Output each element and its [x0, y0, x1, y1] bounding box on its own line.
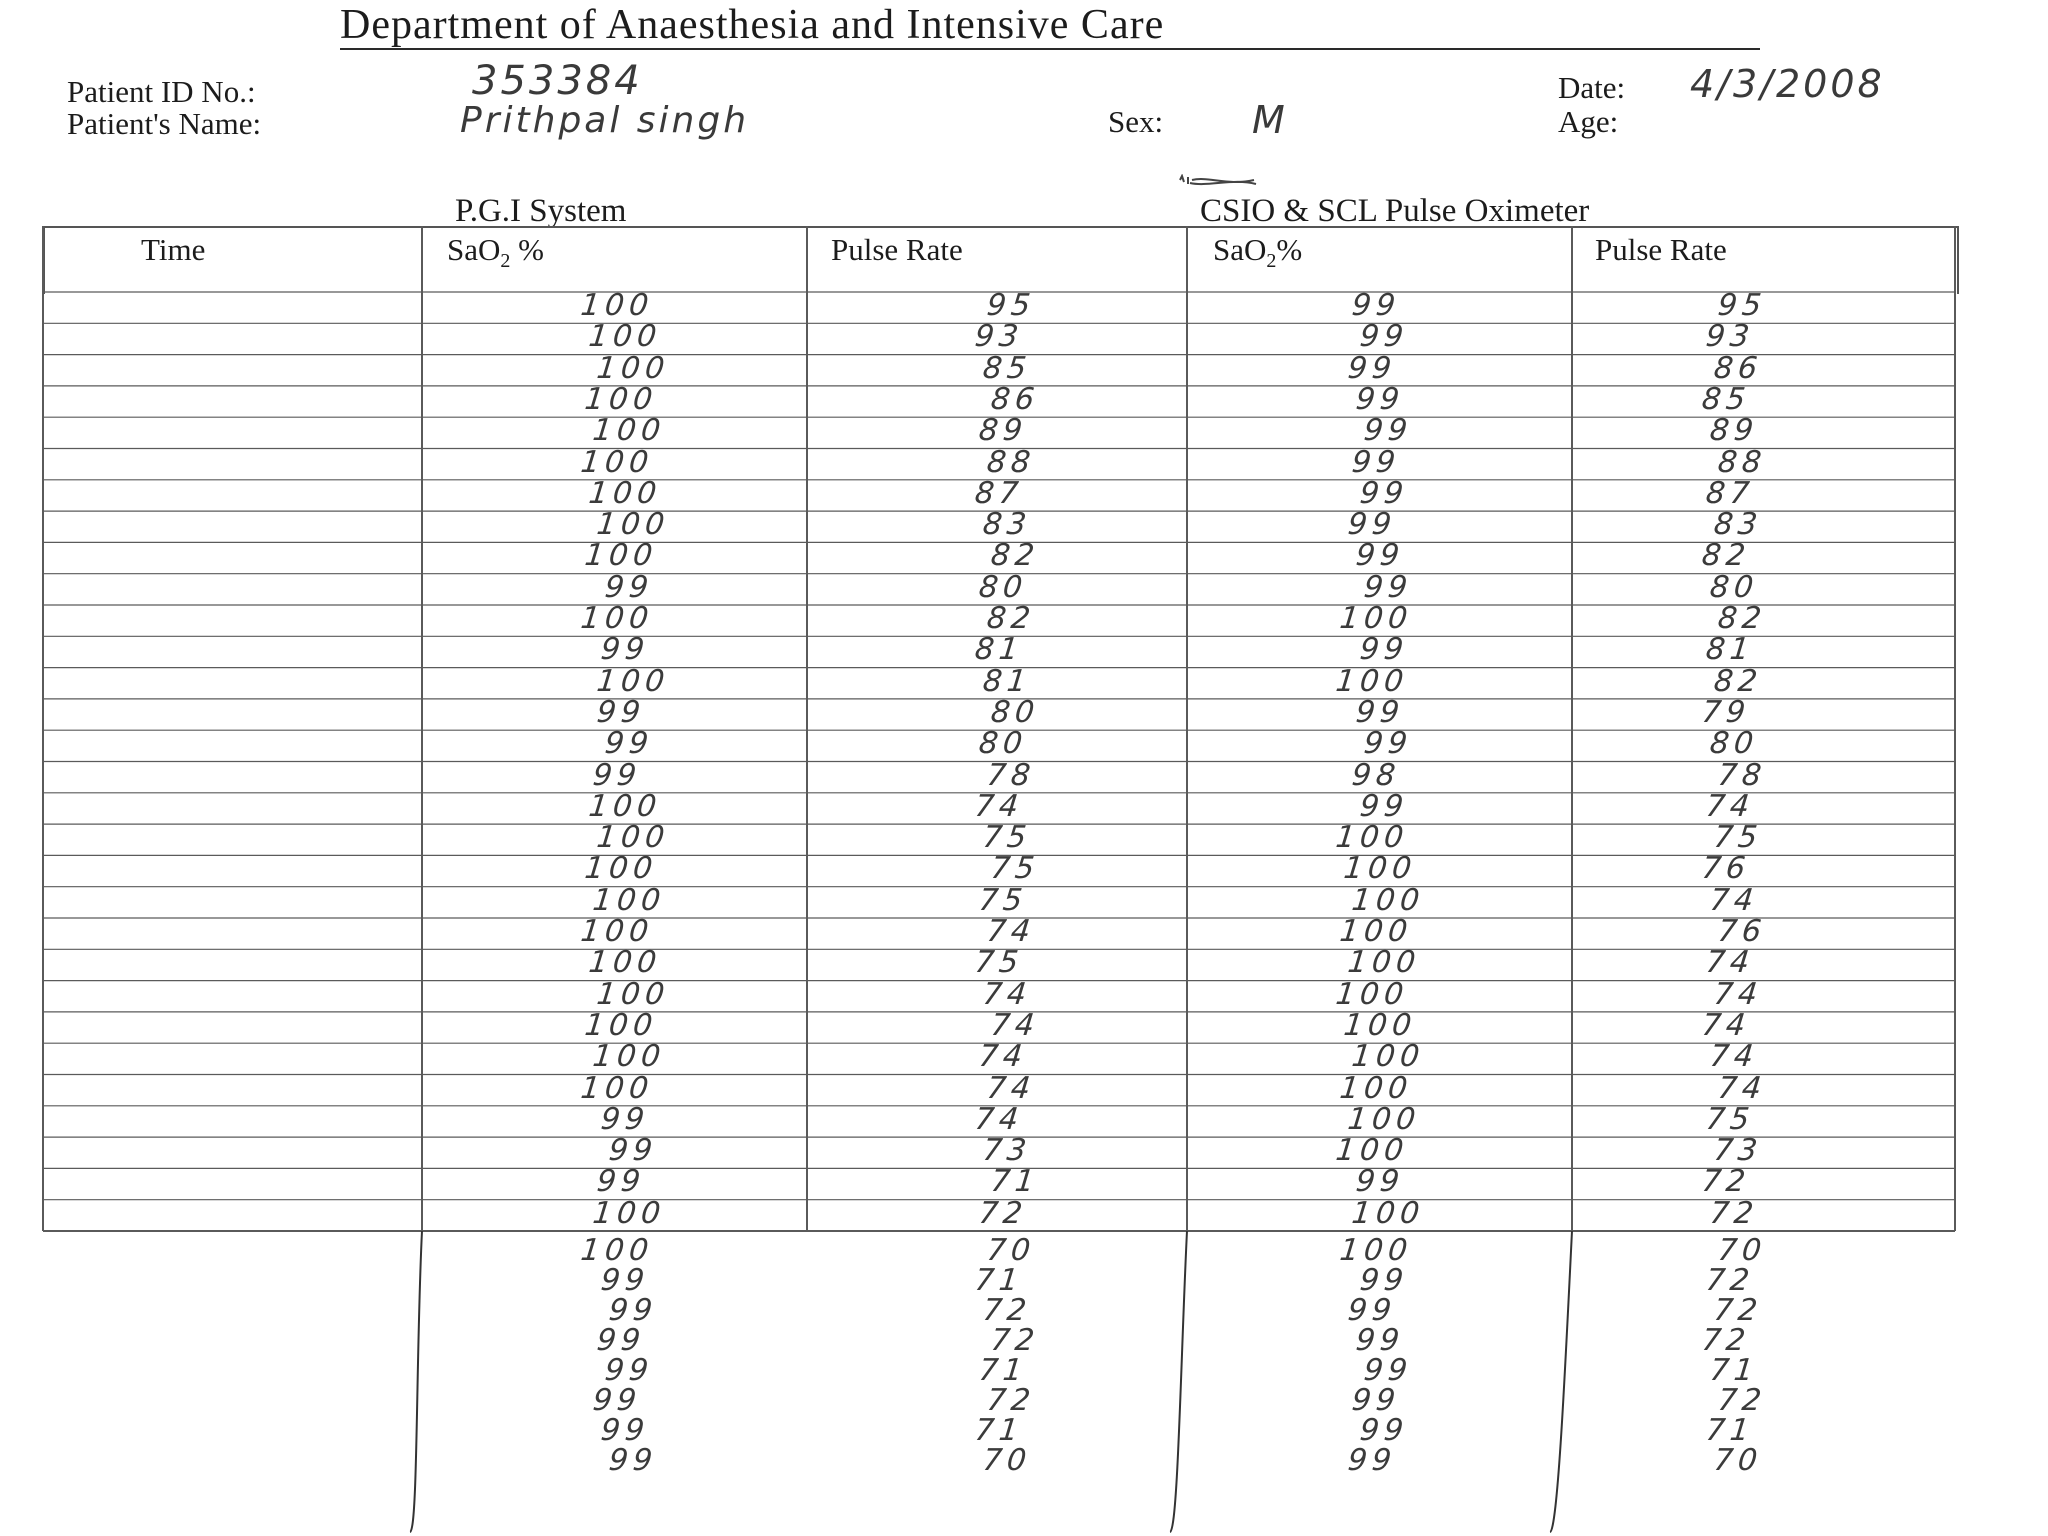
pulse-pgi-value: 81	[973, 632, 1025, 668]
sex-label: Sex:	[1108, 104, 1164, 139]
pulse-csio-value: 87	[1703, 475, 1756, 511]
sao2-csio-value: 100	[1349, 1039, 1426, 1075]
sao2-csio-value: 99	[1361, 413, 1414, 449]
patient-id-label: Patient ID No.:	[67, 74, 256, 109]
group-header-pgi: P.G.I System	[455, 193, 627, 229]
pulse-csio-value: 93	[1703, 319, 1756, 355]
sao2-pgi-value: 100	[594, 350, 671, 386]
sao2-csio-value: 99	[1345, 1443, 1398, 1478]
sao2-csio-value: 100	[1349, 1195, 1426, 1231]
sao2-csio-value: 99	[1357, 788, 1410, 824]
sao2-pgi-value: 100	[590, 1039, 667, 1075]
pulse-pgi-value: 86	[989, 381, 1041, 417]
pulse-pgi-value: 74	[977, 1039, 1029, 1075]
sao2-pgi-value: 100	[582, 538, 659, 574]
pulse-pgi-value: 75	[981, 820, 1033, 856]
pulse-pgi-value: 74	[985, 914, 1037, 949]
sao2-pgi-value: 99	[598, 1413, 651, 1448]
pulse-pgi-value: 85	[981, 350, 1033, 386]
sao2-pgi-value: 100	[578, 1233, 655, 1268]
pulse-csio-value: 71	[1703, 1413, 1756, 1448]
pulse-csio-value: 71	[1707, 1353, 1760, 1388]
sao2-csio-value: 99	[1357, 1413, 1410, 1448]
patient-id-value: 353384	[472, 58, 643, 104]
pulse-csio-value: 72	[1699, 1164, 1752, 1200]
sao2-csio-value: 99	[1349, 444, 1402, 480]
pulse-pgi-value: 89	[977, 413, 1029, 449]
sao2-csio-value: 99	[1361, 726, 1414, 762]
pulse-pgi-value: 88	[985, 444, 1037, 480]
pulse-csio-value: 88	[1715, 444, 1768, 480]
pulse-pgi-value: 74	[981, 976, 1033, 1012]
col-header-sao2-pgi: SaO$_2$ %	[447, 232, 544, 273]
sao2-pgi-value: 100	[582, 1007, 659, 1043]
sao2-pgi-value: 99	[594, 1164, 647, 1200]
sao2-pgi-value: 100	[578, 601, 655, 636]
group-header-csio: CSIO & SCL Pulse Oximeter	[1200, 193, 1590, 229]
pulse-pgi-value: 71	[973, 1263, 1025, 1298]
sao2-pgi-value: 100	[578, 444, 655, 480]
pulse-pgi-value: 73	[981, 1133, 1033, 1169]
sao2-csio-value: 100	[1337, 1070, 1414, 1106]
pulse-csio-value: 85	[1699, 381, 1752, 417]
sao2-pgi-value: 100	[594, 976, 671, 1012]
pulse-pgi-value: 75	[973, 945, 1025, 981]
pulse-csio-value: 80	[1707, 569, 1760, 605]
pulse-pgi-value: 95	[985, 288, 1037, 323]
pulse-csio-value: 70	[1715, 1233, 1768, 1268]
pulse-pgi-value: 70	[985, 1233, 1037, 1268]
sao2-pgi-value: 100	[590, 882, 667, 918]
sao2-csio-value: 100	[1341, 851, 1418, 887]
pulse-pgi-value: 80	[977, 569, 1029, 605]
sao2-pgi-value: 100	[578, 1070, 655, 1106]
sao2-csio-value: 99	[1357, 319, 1410, 355]
pulse-csio-value: 70	[1711, 1443, 1764, 1478]
pulse-csio-value: 89	[1707, 413, 1760, 449]
sao2-csio-value: 100	[1333, 663, 1410, 699]
sao2-pgi-value: 100	[594, 820, 671, 856]
sao2-pgi-value: 99	[590, 1383, 643, 1418]
pulse-pgi-value: 81	[981, 663, 1033, 699]
pulse-csio-value: 74	[1707, 882, 1760, 918]
sao2-pgi-value: 100	[594, 663, 671, 699]
pulse-csio-value: 74	[1707, 1039, 1760, 1075]
sao2-csio-value: 99	[1353, 694, 1406, 730]
sao2-csio-value: 100	[1337, 1233, 1414, 1268]
pulse-csio-value: 76	[1699, 851, 1752, 887]
pulse-pgi-value: 71	[989, 1164, 1041, 1200]
hand-drawn-column-line	[410, 1231, 422, 1532]
pulse-csio-value: 75	[1703, 1101, 1756, 1137]
pulse-pgi-value: 72	[989, 1323, 1041, 1358]
pulse-pgi-value: 80	[977, 726, 1029, 762]
sao2-pgi-value: 100	[590, 413, 667, 449]
sao2-csio-value: 99	[1357, 632, 1410, 668]
pulse-pgi-value: 82	[985, 601, 1037, 636]
sao2-csio-value: 100	[1337, 914, 1414, 949]
pulse-pgi-value: 80	[989, 694, 1041, 730]
pulse-csio-value: 81	[1703, 632, 1756, 668]
pulse-pgi-value: 75	[977, 882, 1029, 918]
sao2-pgi-value: 100	[586, 319, 663, 355]
pulse-csio-value: 74	[1703, 788, 1756, 824]
col-header-sao2-csio: SaO$_2$%	[1213, 232, 1303, 273]
sao2-pgi-value: 99	[606, 1443, 659, 1478]
sao2-csio-value: 99	[1361, 569, 1414, 605]
sao2-pgi-value: 99	[602, 726, 655, 762]
sao2-csio-value: 99	[1345, 507, 1398, 543]
pulse-csio-value: 74	[1699, 1007, 1752, 1043]
patient-name-label: Patient's Name:	[67, 106, 262, 141]
sao2-pgi-value: 100	[586, 788, 663, 824]
sao2-pgi-value: 99	[606, 1293, 659, 1328]
pulse-pgi-value: 74	[973, 1101, 1025, 1137]
sao2-pgi-value: 100	[586, 475, 663, 511]
sao2-csio-value: 100	[1341, 1007, 1418, 1043]
sao2-pgi-value: 99	[590, 757, 643, 793]
pulse-csio-value: 78	[1715, 757, 1768, 793]
pulse-pgi-value: 93	[973, 319, 1025, 355]
pulse-pgi-value: 72	[985, 1383, 1037, 1418]
form-title: Department of Anaesthesia and Intensive Care	[340, 2, 1760, 50]
pulse-pgi-value: 74	[989, 1007, 1041, 1043]
pulse-pgi-value: 72	[977, 1195, 1029, 1231]
pulse-csio-value: 82	[1711, 663, 1764, 699]
sao2-pgi-value: 99	[594, 694, 647, 730]
sao2-csio-value: 99	[1357, 475, 1410, 511]
pulse-csio-value: 82	[1715, 601, 1768, 636]
col-header-pulse-pgi: Pulse Rate	[831, 232, 963, 267]
pulse-csio-value: 72	[1711, 1293, 1764, 1328]
pulse-csio-value: 72	[1707, 1195, 1760, 1231]
sao2-pgi-value: 100	[578, 288, 655, 323]
pulse-csio-value: 74	[1703, 945, 1756, 981]
sao2-csio-value: 99	[1353, 381, 1406, 417]
hand-drawn-column-line	[1170, 1231, 1187, 1532]
sao2-csio-value: 99	[1357, 1263, 1410, 1298]
col-header-pulse-csio: Pulse Rate	[1595, 232, 1727, 267]
sao2-csio-value: 99	[1353, 1323, 1406, 1358]
sao2-pgi-value: 100	[586, 945, 663, 981]
pulse-pgi-value: 87	[973, 475, 1025, 511]
sao2-csio-value: 100	[1333, 1133, 1410, 1169]
pulse-csio-value: 80	[1707, 726, 1760, 762]
sex-value: M	[1252, 98, 1288, 142]
date-label: Date:	[1558, 70, 1626, 105]
sao2-csio-value: 99	[1353, 1164, 1406, 1200]
patient-name-value: Prithpal singh	[460, 100, 750, 141]
pulse-pgi-value: 78	[985, 757, 1037, 793]
sao2-csio-value: 99	[1361, 1353, 1414, 1388]
pulse-pgi-value: 72	[981, 1293, 1033, 1328]
pulse-pgi-value: 74	[973, 788, 1025, 824]
pulse-pgi-value: 83	[981, 507, 1033, 543]
hand-drawn-column-line	[1550, 1231, 1572, 1532]
sao2-csio-value: 99	[1345, 1293, 1398, 1328]
sao2-pgi-value: 100	[582, 381, 659, 417]
sao2-pgi-value: 99	[602, 1353, 655, 1388]
sao2-pgi-value: 100	[578, 914, 655, 949]
pulse-csio-value: 83	[1711, 507, 1764, 543]
pulse-pgi-value: 70	[981, 1443, 1033, 1478]
sao2-csio-value: 98	[1349, 757, 1402, 793]
pulse-csio-value: 95	[1715, 288, 1768, 323]
pulse-pgi-value: 74	[985, 1070, 1037, 1106]
sao2-csio-value: 100	[1333, 976, 1410, 1012]
sao2-csio-value: 99	[1349, 1383, 1402, 1418]
sao2-pgi-value: 99	[598, 1101, 651, 1137]
sao2-csio-value: 100	[1345, 1101, 1422, 1137]
sao2-pgi-value: 99	[598, 1263, 651, 1298]
sao2-pgi-value: 100	[594, 507, 671, 543]
pulse-pgi-value: 71	[973, 1413, 1025, 1448]
sao2-pgi-value: 99	[594, 1323, 647, 1358]
sao2-csio-value: 100	[1349, 882, 1426, 918]
sao2-csio-value: 99	[1349, 288, 1402, 323]
pulse-csio-value: 74	[1711, 976, 1764, 1012]
sao2-csio-value: 100	[1345, 945, 1422, 981]
pulse-csio-value: 86	[1711, 350, 1764, 386]
pulse-pgi-value: 71	[977, 1353, 1029, 1388]
sao2-pgi-value: 100	[590, 1195, 667, 1231]
sao2-pgi-value: 99	[598, 632, 651, 668]
pulse-csio-value: 82	[1699, 538, 1752, 574]
pulse-csio-value: 72	[1715, 1383, 1768, 1418]
sao2-pgi-value: 99	[606, 1133, 659, 1169]
pulse-pgi-value: 82	[989, 538, 1041, 574]
age-label: Age:	[1558, 104, 1619, 139]
pulse-csio-value: 75	[1711, 820, 1764, 856]
sao2-csio-value: 99	[1353, 538, 1406, 574]
pulse-csio-value: 72	[1699, 1323, 1752, 1358]
pulse-pgi-value: 75	[989, 851, 1041, 887]
pulse-csio-value: 73	[1711, 1133, 1764, 1169]
sao2-csio-value: 100	[1337, 601, 1414, 636]
sao2-pgi-value: 99	[602, 569, 655, 605]
pulse-csio-value: 72	[1703, 1263, 1756, 1298]
pulse-csio-value: 79	[1699, 694, 1752, 730]
sao2-csio-value: 100	[1333, 820, 1410, 856]
pulse-csio-value: 74	[1715, 1070, 1768, 1106]
col-header-time: Time	[141, 232, 206, 267]
date-value: 4/3/2008	[1690, 62, 1885, 106]
sao2-pgi-value: 100	[582, 851, 659, 887]
pulse-csio-value: 76	[1715, 914, 1768, 949]
sao2-csio-value: 99	[1345, 350, 1398, 386]
